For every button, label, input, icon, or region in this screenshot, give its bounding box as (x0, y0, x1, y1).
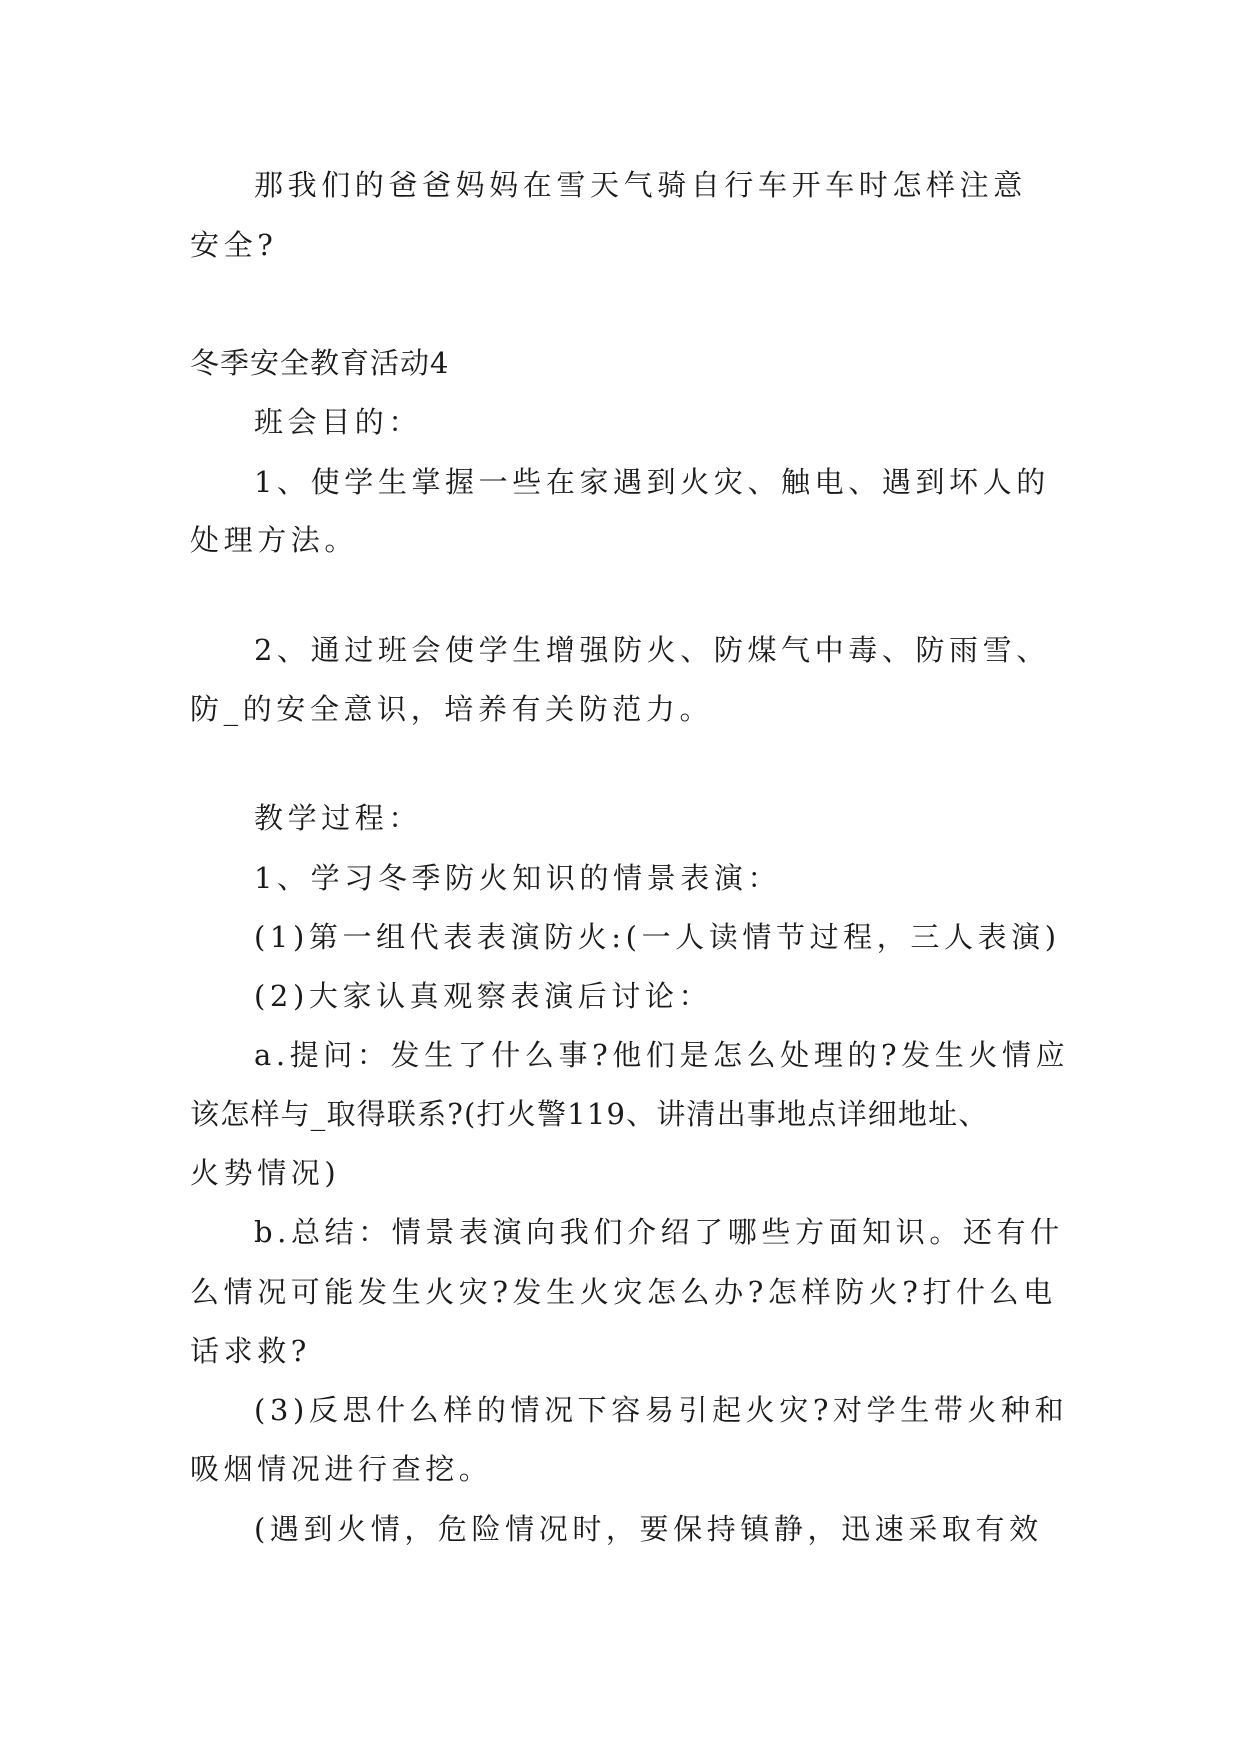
paragraph-line: (遇到火情，危险情况时，要保持镇静，迅速采取有效 (254, 1512, 1043, 1546)
paragraph-line: (1)第一组代表表演防火:(一人读情节过程，三人表演) (254, 920, 1061, 954)
paragraph-line: (2)大家认真观察表演后讨论： (254, 979, 713, 1013)
paragraph-line: 2、通过班会使学生增强防火、防煤气中毒、防雨雪、 (254, 633, 1050, 667)
paragraph-line: 该怎样与_取得联系?(打火警119、讲清出事地点详细地址、 (190, 1097, 989, 1131)
paragraph-line: (3)反思什么样的情况下容易引起火灾?对学生带火种和 (254, 1393, 1069, 1427)
paragraph-line: 教学过程： (254, 801, 423, 835)
paragraph-line: 处理方法。 (190, 523, 359, 557)
paragraph-line: 1、使学生掌握一些在家遇到火灾、触电、遇到坏人的 (254, 465, 1050, 499)
paragraph-line: 火势情况) (190, 1156, 341, 1190)
paragraph-line: 那我们的爸爸妈妈在雪天气骑自行车开车时怎样注意 (254, 168, 1027, 202)
paragraph-line: 吸烟情况进行查挖。 (190, 1452, 493, 1486)
paragraph-line: 防_的安全意识，培养有关防范力。 (190, 692, 714, 726)
paragraph-line: a.提问：发生了什么事?他们是怎么处理的?发生火情应 (254, 1038, 1070, 1072)
paragraph-line: 安全? (190, 228, 278, 262)
paragraph-line: b.总结：情景表演向我们介绍了哪些方面知识。还有什 (254, 1215, 1064, 1249)
section-heading: 冬季安全教育活动4 (190, 346, 450, 380)
paragraph-line: 1、学习冬季防火知识的情景表演： (254, 861, 782, 895)
paragraph-line: 么情况可能发生火灾?发生火灾怎么办?怎样防火?打什么电 (190, 1275, 1057, 1309)
paragraph-line: 班会目的： (254, 405, 423, 439)
paragraph-line: 话求救? (190, 1334, 311, 1368)
